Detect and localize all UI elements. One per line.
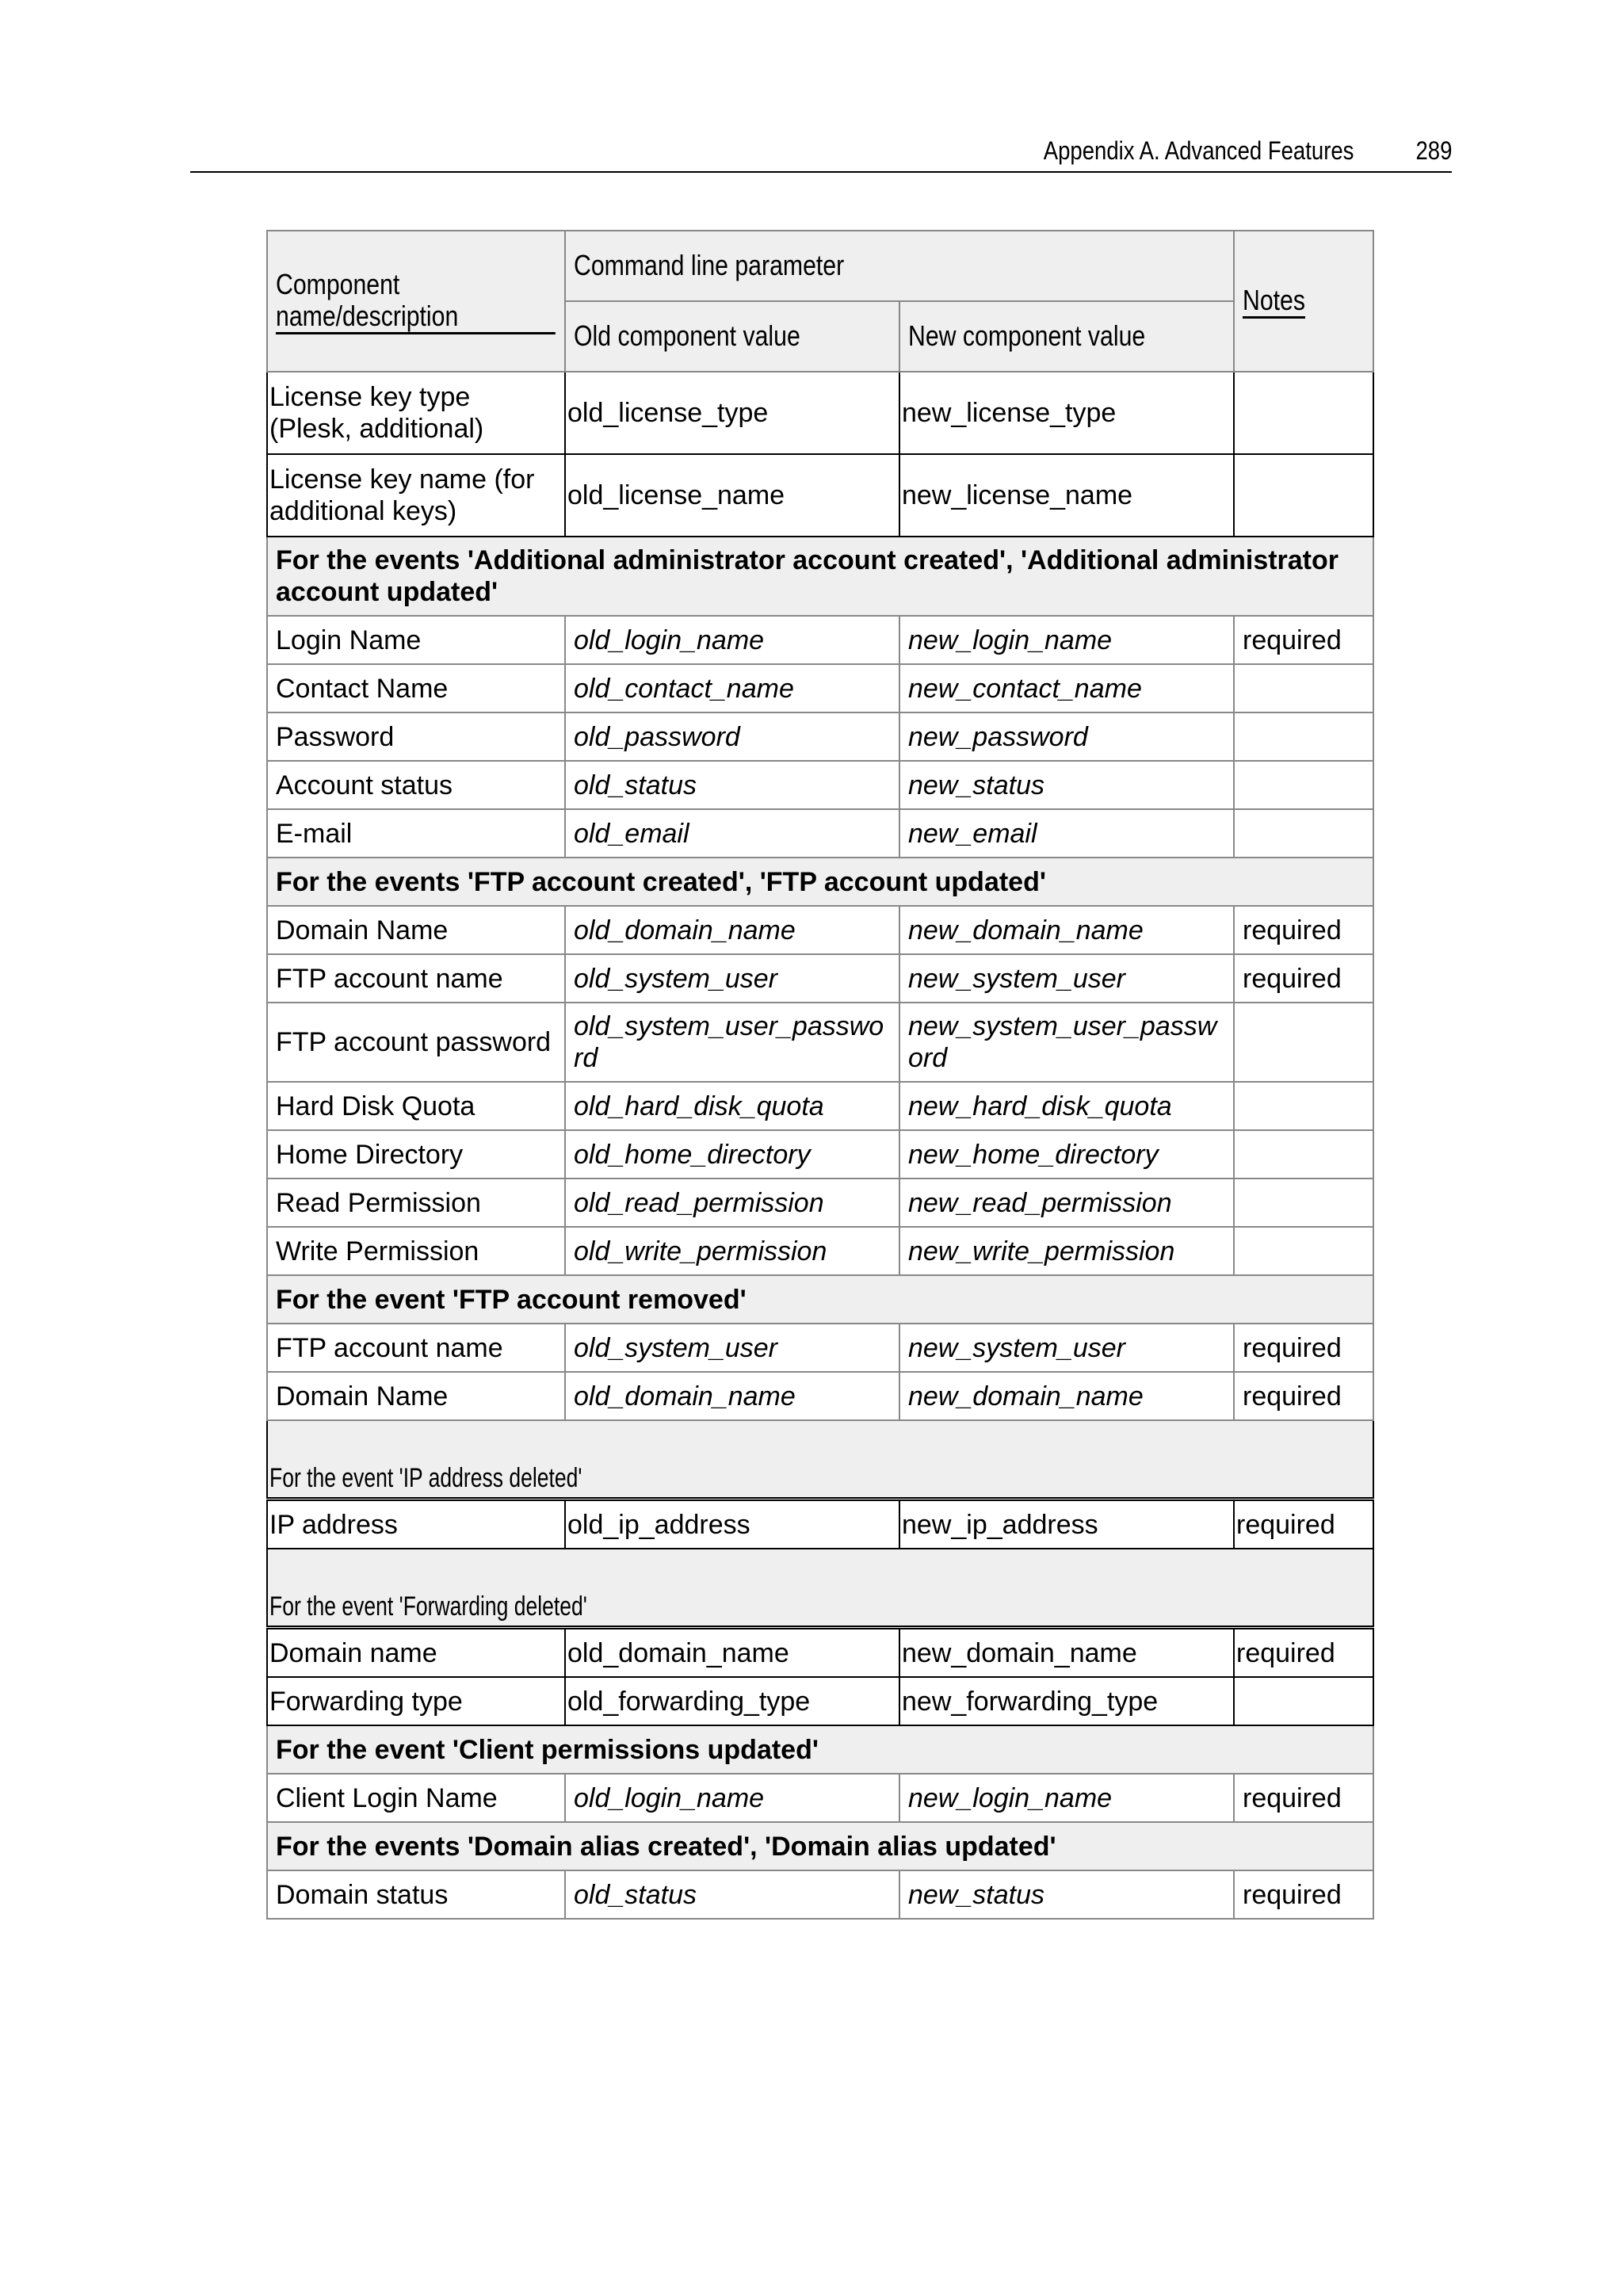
table-row: [267, 372, 1373, 454]
cell-notes: [1234, 1179, 1373, 1227]
cell-notes: [1234, 1227, 1373, 1275]
cell-old: old_password: [565, 712, 899, 761]
table-row: [267, 1003, 1373, 1082]
cell-component: Domain status: [267, 1870, 565, 1919]
cell-component: Client Login Name: [267, 1774, 565, 1822]
table-row: [267, 712, 1373, 761]
cell-notes: [1234, 809, 1373, 858]
cell-old: old_email: [565, 809, 899, 858]
cell-notes: [1234, 454, 1373, 537]
table-row: [267, 1677, 1373, 1725]
cell-old: old_login_name: [565, 1774, 899, 1822]
table-row: [267, 809, 1373, 858]
cell-new: new_system_user: [899, 1324, 1234, 1372]
section-title: For the event 'Client permissions updated': [267, 1725, 1373, 1774]
cell-notes: required: [1234, 906, 1373, 954]
section-title: For the events 'Additional administrator account created', 'Additional administrator account updated': [267, 537, 1373, 616]
cell-component: FTP account name: [267, 1324, 565, 1372]
cell-new: new_login_name: [899, 616, 1234, 664]
page-header: [190, 135, 1452, 173]
cell-new: new_status: [899, 1870, 1234, 1919]
cell-old: old_read_permission: [565, 1179, 899, 1227]
cell-component: E-mail: [267, 809, 565, 858]
cell-notes: required: [1234, 954, 1373, 1003]
cell-old: old_status: [565, 761, 899, 809]
cell-new: new_forwarding_type: [899, 1677, 1234, 1725]
table-row: [267, 1179, 1373, 1227]
cell-component: Account status: [267, 761, 565, 809]
table-row: [267, 616, 1373, 664]
table-row: [267, 906, 1373, 954]
cell-new: new_domain_name: [899, 1372, 1234, 1420]
cell-old: old_hard_disk_quota: [565, 1082, 899, 1130]
section-row: [267, 1725, 1373, 1774]
cell-notes: required: [1234, 1372, 1373, 1420]
cell-notes: required: [1234, 1774, 1373, 1822]
cell-old: old_system_user_password: [565, 1003, 899, 1082]
cell-old: old_system_user: [565, 1324, 899, 1372]
section-row: [267, 1549, 1373, 1628]
header-command-line: Command line parameter: [565, 231, 1234, 301]
table-row: [267, 1870, 1373, 1919]
cell-new: new_status: [899, 761, 1234, 809]
table-row: [267, 664, 1373, 712]
section-row: [267, 1275, 1373, 1324]
section-title: For the events 'FTP account created', 'FTP account updated': [267, 858, 1373, 906]
cell-notes: required: [1234, 616, 1373, 664]
section-row: [267, 1822, 1373, 1870]
cell-notes: [1234, 1082, 1373, 1130]
table-row: [267, 1227, 1373, 1275]
section-title: For the event 'FTP account removed': [267, 1275, 1373, 1324]
cell-component: Contact Name: [267, 664, 565, 712]
cell-old: old_login_name: [565, 616, 899, 664]
header-title: Appendix A. Advanced Features: [1043, 136, 1354, 165]
cell-new: new_system_user: [899, 954, 1234, 1003]
table-row: [267, 1628, 1373, 1678]
cell-notes: [1234, 761, 1373, 809]
cell-notes: [1234, 1677, 1373, 1725]
table-row: [267, 1774, 1373, 1822]
cell-old: old_write_permission: [565, 1227, 899, 1275]
cell-component: Password: [267, 712, 565, 761]
cell-new: new_ip_address: [899, 1499, 1234, 1549]
table-row: [267, 1372, 1373, 1420]
header-notes: Notes: [1234, 231, 1373, 372]
cell-new: new_contact_name: [899, 664, 1234, 712]
cell-notes: required: [1234, 1324, 1373, 1372]
cell-new: new_domain_name: [899, 906, 1234, 954]
cell-new: new_domain_name: [899, 1628, 1234, 1678]
section-title: For the event 'IP address deleted': [267, 1420, 1373, 1499]
cell-new: new_home_directory: [899, 1130, 1234, 1179]
table-row: [267, 1324, 1373, 1372]
cell-old: old_home_directory: [565, 1130, 899, 1179]
cell-new: new_login_name: [899, 1774, 1234, 1822]
cell-component: Login Name: [267, 616, 565, 664]
cell-notes: [1234, 664, 1373, 712]
cell-new: new_hard_disk_quota: [899, 1082, 1234, 1130]
section-row: [267, 537, 1373, 616]
cell-component: Home Directory: [267, 1130, 565, 1179]
cell-component: Read Permission: [267, 1179, 565, 1227]
cell-component: Forwarding type: [267, 1677, 565, 1725]
cell-old: old_domain_name: [565, 1628, 899, 1678]
cell-notes: required: [1234, 1499, 1373, 1549]
cell-notes: required: [1234, 1870, 1373, 1919]
table-row: [267, 1082, 1373, 1130]
cell-component: FTP account name: [267, 954, 565, 1003]
cell-old: old_contact_name: [565, 664, 899, 712]
cell-new: new_license_name: [899, 454, 1234, 537]
header-new-value: New component value: [899, 301, 1234, 372]
section-row: [267, 858, 1373, 906]
cell-new: new_email: [899, 809, 1234, 858]
table-row: [267, 1130, 1373, 1179]
cell-new: new_system_user_password: [899, 1003, 1234, 1082]
cell-old: old_forwarding_type: [565, 1677, 899, 1725]
cell-component: Domain Name: [267, 906, 565, 954]
cell-old: old_status: [565, 1870, 899, 1919]
cell-component: License key name (for additional keys): [267, 454, 565, 537]
section-title: For the event 'Forwarding deleted': [267, 1549, 1373, 1628]
parameters-table: [266, 230, 1374, 1920]
cell-notes: [1234, 1130, 1373, 1179]
cell-new: new_license_type: [899, 372, 1234, 454]
section-row: [267, 1420, 1373, 1499]
cell-new: new_password: [899, 712, 1234, 761]
cell-notes: [1234, 1003, 1373, 1082]
cell-component: IP address: [267, 1499, 565, 1549]
page-number: 289: [1415, 136, 1452, 165]
section-title: For the events 'Domain alias created', 'Domain alias updated': [267, 1822, 1373, 1870]
cell-new: new_write_permission: [899, 1227, 1234, 1275]
cell-notes: required: [1234, 1628, 1373, 1678]
table-row: [267, 761, 1373, 809]
cell-old: old_ip_address: [565, 1499, 899, 1549]
cell-component: License key type (Plesk, additional): [267, 372, 565, 454]
cell-old: old_system_user: [565, 954, 899, 1003]
header-component: Component name/description: [267, 231, 565, 372]
cell-old: old_license_type: [565, 372, 899, 454]
cell-old: old_license_name: [565, 454, 899, 537]
cell-notes: [1234, 372, 1373, 454]
header-old-value: Old component value: [565, 301, 899, 372]
cell-component: Write Permission: [267, 1227, 565, 1275]
table-row: [267, 954, 1373, 1003]
cell-old: old_domain_name: [565, 906, 899, 954]
cell-new: new_read_permission: [899, 1179, 1234, 1227]
cell-old: old_domain_name: [565, 1372, 899, 1420]
table-row: [267, 1499, 1373, 1549]
cell-component: FTP account password: [267, 1003, 565, 1082]
table-row: [267, 454, 1373, 537]
cell-component: Hard Disk Quota: [267, 1082, 565, 1130]
cell-component: Domain Name: [267, 1372, 565, 1420]
cell-notes: [1234, 712, 1373, 761]
cell-component: Domain name: [267, 1628, 565, 1678]
